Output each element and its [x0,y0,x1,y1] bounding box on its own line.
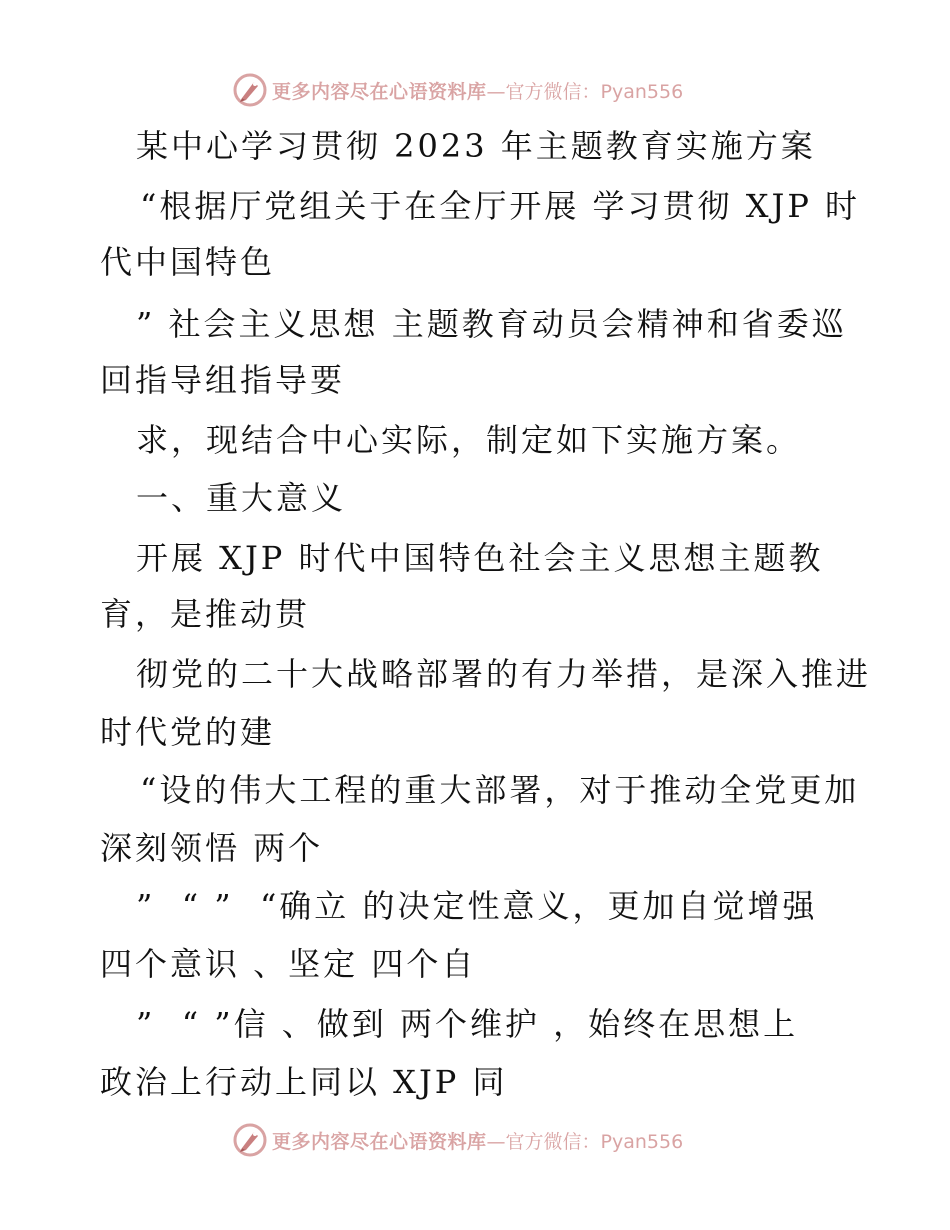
document-title: 某中心学习贯彻 2023 年主题教育实施方案 [136,127,816,165]
body-line: ” “ ”信 、做到 两个维护 ，始终在思想上 [136,1005,799,1043]
body-line: “根据厅党组关于在全厅开展 学习贯彻 XJP 时 [140,187,861,225]
section-heading: 一、重大意义 [136,479,347,517]
pen-logo-icon [232,72,268,108]
body-line: 开展 XJP 时代中国特色社会主义思想主题教 [136,539,824,577]
watermark-sub-text: —官方微信：Pyan556 [486,1130,684,1153]
watermark-header [232,70,683,110]
body-line: 深刻领悟 两个 [100,829,324,867]
body-line: 回指导组指导要 [100,361,346,399]
body-line: 代中国特色 [100,243,276,281]
pen-logo-icon [232,1122,268,1158]
watermark-footer [232,1120,683,1160]
body-line: ” 社会主义思想 主题教育动员会精神和省委巡 [136,305,847,343]
body-line: “设的伟大工程的重大部署，对于推动全党更加 [140,771,860,809]
watermark-main-text: 更多内容尽在心语资料库 [272,1130,487,1153]
watermark-main-text: 更多内容尽在心语资料库 [272,80,487,103]
body-line: 政治上行动上同以 XJP 同 [100,1063,508,1101]
body-line: 四个意识 、坚定 四个自 [100,945,477,983]
body-line: 时代党的建 [100,713,276,751]
body-line: 育，是推动贯 [100,595,311,633]
body-line: 彻党的二十大战略部署的有力举措，是深入推进 [136,655,872,693]
body-line: ” “ ” “确立 的决定性意义，更加自觉增强 [136,887,818,925]
body-line: 求，现结合中心实际，制定如下实施方案。 [136,421,802,459]
watermark-sub-text: —官方微信：Pyan556 [486,80,684,103]
